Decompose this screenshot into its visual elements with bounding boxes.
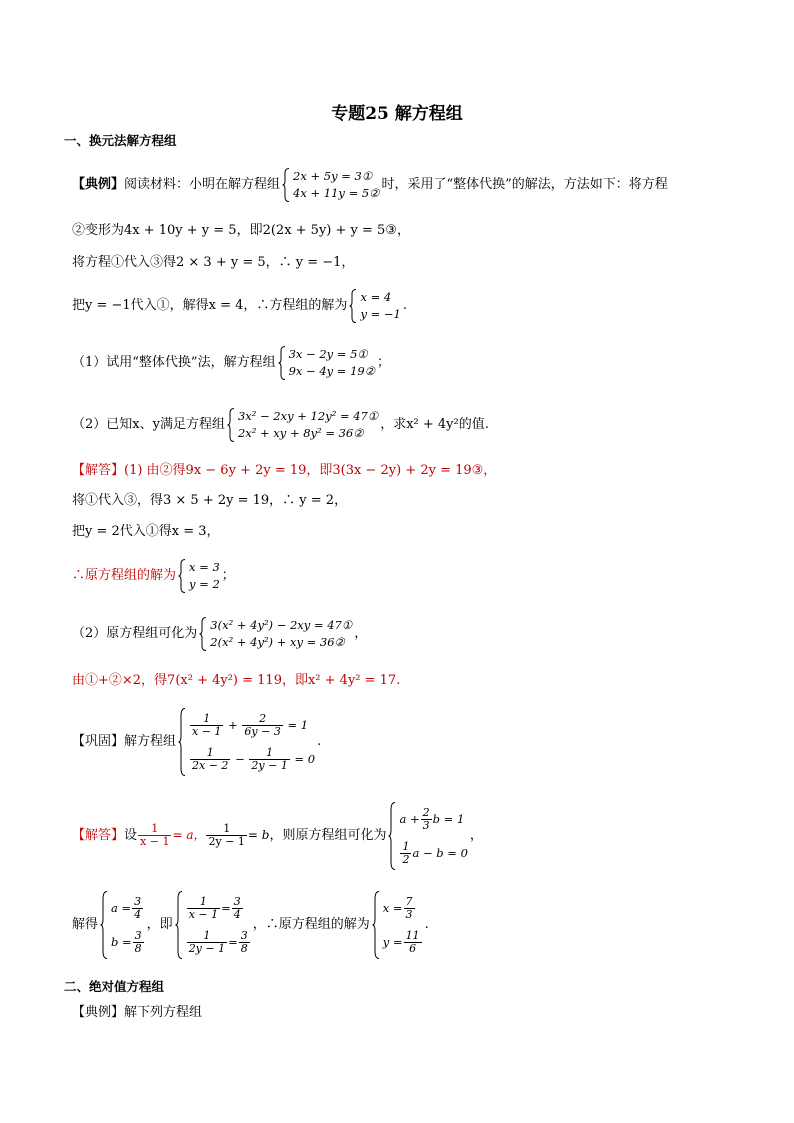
left-brace-icon xyxy=(100,891,108,959)
text-span: y = xyxy=(382,934,403,949)
fraction-numerator: 1 xyxy=(206,823,246,836)
answer1-line1: 【解答】(1) 由②得9x − 6y + 2y = 19，即3(3x − 2y) + 2y = 19③， xyxy=(72,463,497,478)
fraction xyxy=(242,713,282,738)
fraction-denominator: x − 1 xyxy=(192,725,222,738)
fraction-denominator: 2 xyxy=(402,853,410,866)
answer1-line2: 将①代入③，得3 × 5 + 2y = 19，∴ y = 2， xyxy=(72,493,348,508)
equation-row: x = 4 xyxy=(360,289,392,304)
left-brace-icon xyxy=(282,168,290,202)
answer1-line5 xyxy=(72,614,367,654)
fraction-numerator: 1 xyxy=(187,896,220,909)
answer2-line2 xyxy=(72,888,429,962)
text-span: 设 xyxy=(124,828,138,843)
equation-row xyxy=(381,891,423,925)
fraction xyxy=(187,896,220,921)
question-2 xyxy=(72,405,489,445)
substitution xyxy=(137,822,206,848)
text-span: ； xyxy=(377,355,391,370)
fraction xyxy=(249,747,289,772)
fraction-numerator: 1 xyxy=(402,840,410,853)
example1-line2: ②变形为4x + 10y + y = 5，即2(2x + 5y) + y = 5③， xyxy=(72,223,410,238)
fraction-numerator: 1 xyxy=(190,713,223,726)
solution-system xyxy=(100,891,145,959)
equation-row: 3x − 2y = 5① xyxy=(288,346,368,361)
fraction-numerator: 1 xyxy=(190,747,230,760)
text-span: ∴原方程组的解为 xyxy=(72,568,177,583)
fraction-numerator: 3 xyxy=(134,895,142,908)
text-span: （2）已知x、y满足方程组 xyxy=(72,417,225,432)
equation-system xyxy=(278,346,375,380)
example1-line1 xyxy=(72,165,668,205)
equation-row xyxy=(187,742,315,776)
answer1-line6: 由①+②×2，得7(x² + 4y²) = 119，即x² + 4y² = 17. xyxy=(72,673,401,688)
fraction-denominator: 2y − 1 xyxy=(208,835,245,848)
equation-row xyxy=(184,891,251,925)
fraction-denominator: 8 xyxy=(240,942,248,955)
text-span: ，∴原方程组的解为 xyxy=(252,917,370,932)
fraction xyxy=(187,930,227,955)
equation-system xyxy=(175,891,251,959)
consolidate-line xyxy=(72,705,321,779)
fraction xyxy=(132,896,143,921)
example1-line4 xyxy=(72,286,407,326)
fraction-denominator: 6 xyxy=(409,942,417,955)
text-span: ，即 xyxy=(146,917,173,932)
fraction xyxy=(421,807,432,832)
example-intro: 阅读材料：小明在解方程组 xyxy=(124,177,281,192)
text-span: ， xyxy=(354,626,368,641)
answer1-line3: 把y = 2代入①得x = 3， xyxy=(72,524,220,539)
fraction-numerator: 3 xyxy=(240,929,248,942)
text-span: = a， xyxy=(172,828,206,842)
equation-row xyxy=(187,708,315,742)
text-span: . xyxy=(402,298,407,313)
example2-line: 【典例】解下列方程组 xyxy=(72,1005,203,1020)
equation-row: 3x² − 2xy + 12y² = 47① xyxy=(237,408,379,423)
left-brace-icon xyxy=(199,617,207,651)
answer-tag: 【解答】 xyxy=(72,828,125,843)
text-span: ； xyxy=(221,568,235,583)
fraction-numerator: 2 xyxy=(242,713,282,726)
fraction xyxy=(404,896,415,921)
fraction xyxy=(190,747,230,772)
equation-system xyxy=(227,408,378,442)
text-span: b = 1 xyxy=(432,811,465,826)
equation-row xyxy=(109,925,145,959)
fraction-numerator: 1 xyxy=(249,747,289,760)
equation-row: 2x + 5y = 3① xyxy=(293,168,373,183)
fraction-denominator: 3 xyxy=(405,908,413,921)
fraction-numerator: 1 xyxy=(187,930,227,943)
equation-row xyxy=(397,802,467,836)
solution-system xyxy=(349,289,400,323)
rhs: = 1 xyxy=(287,717,309,732)
fraction-denominator: 2x − 2 xyxy=(192,759,229,772)
text-span: 把y = −1代入①，解得x = 4，∴方程组的解为 xyxy=(72,298,348,313)
text-span: ，则原方程组可化为 xyxy=(269,828,387,843)
section-heading-1: 一、换元法解方程组 xyxy=(64,133,177,148)
answer2-line1 xyxy=(72,798,483,873)
equation-row xyxy=(109,891,145,925)
equation-row: 2(x² + 4y²) + xy = 36② xyxy=(210,634,345,649)
fraction-denominator: x − 1 xyxy=(188,908,219,921)
text-span: . xyxy=(424,917,429,932)
text-span: x = xyxy=(382,900,403,915)
left-brace-icon xyxy=(388,802,396,870)
fraction xyxy=(400,841,411,866)
text-span: （2）原方程组可化为 xyxy=(72,626,198,641)
left-brace-icon xyxy=(175,891,183,959)
fraction-numerator: 3 xyxy=(233,895,241,908)
fraction-numerator: 2 xyxy=(422,806,430,819)
text-span: ，求x² + 4y²的值. xyxy=(380,417,489,432)
fraction-denominator: x − 1 xyxy=(140,835,170,848)
example1-line3: 将方程①代入③得2 × 3 + y = 5，∴ y = −1， xyxy=(72,255,355,270)
fraction-denominator: 8 xyxy=(134,942,142,955)
final-solution-system xyxy=(372,891,423,959)
text-span: = xyxy=(221,900,231,915)
fraction-numerator: 11 xyxy=(405,929,420,942)
fraction xyxy=(206,823,246,848)
equation-row xyxy=(381,925,423,959)
fraction xyxy=(190,713,223,738)
equation-row: y = −1 xyxy=(360,306,401,321)
left-brace-icon xyxy=(178,708,186,776)
fraction-numerator: 7 xyxy=(405,895,413,908)
page-title: 专题25 解方程组 xyxy=(331,104,463,124)
text-span: （1）试用“整体代换”法，解方程组 xyxy=(72,355,276,370)
equation-row: 3(x² + 4y²) − 2xy = 47① xyxy=(210,617,353,632)
fraction-numerator: 3 xyxy=(134,929,142,942)
text-span: 解得 xyxy=(72,917,99,932)
answer1-line4 xyxy=(72,556,235,596)
equation-row xyxy=(184,925,251,959)
left-brace-icon xyxy=(278,346,286,380)
fraction xyxy=(133,930,144,955)
operator: + xyxy=(228,717,238,732)
text-span: a = xyxy=(111,900,132,915)
example-after: 时，采用了“整体代换”的解法，方法如下：将方程 xyxy=(381,177,668,192)
solution-system xyxy=(178,559,220,593)
equation-system xyxy=(388,802,467,870)
left-brace-icon xyxy=(349,289,357,323)
equation-row: 4x + 11y = 5② xyxy=(293,185,380,200)
fraction-denominator: 4 xyxy=(233,908,241,921)
fraction-equation-system xyxy=(178,708,315,776)
equation-system xyxy=(282,168,379,202)
equation-system xyxy=(199,617,352,651)
fraction-numerator: 1 xyxy=(138,823,171,836)
consolidate-tag: 【巩固】解方程组 xyxy=(72,734,177,749)
example-tag: 【典例】 xyxy=(72,177,125,192)
section-heading-2: 二、绝对值方程组 xyxy=(64,979,165,994)
equation-row: 2x² + xy + 8y² = 36② xyxy=(237,425,364,440)
fraction-denominator: 4 xyxy=(134,908,142,921)
fraction xyxy=(239,930,250,955)
fraction-denominator: 6y − 3 xyxy=(244,725,281,738)
fraction xyxy=(138,823,171,848)
operator: − xyxy=(235,751,245,766)
text-span: b = xyxy=(111,934,132,949)
equation-row xyxy=(397,836,467,870)
fraction-denominator: 2y − 1 xyxy=(188,942,226,955)
left-brace-icon xyxy=(372,891,380,959)
fraction-denominator: 3 xyxy=(422,819,430,832)
fraction xyxy=(404,930,422,955)
text-span: a − b = 0 xyxy=(412,845,468,860)
question-1 xyxy=(72,343,390,383)
fraction-denominator: 2y − 1 xyxy=(251,759,288,772)
text-span: = xyxy=(228,934,238,949)
text-span: a + xyxy=(399,811,420,826)
rhs: = 0 xyxy=(294,751,316,766)
equation-row: y = 2 xyxy=(189,576,220,591)
left-brace-icon xyxy=(178,559,186,593)
text-span: . xyxy=(317,734,322,749)
equation-row: 9x − 4y = 19② xyxy=(288,363,376,378)
fraction xyxy=(232,896,243,921)
left-brace-icon xyxy=(227,408,235,442)
text-span: = b xyxy=(247,828,270,842)
equation-row: x = 3 xyxy=(189,559,220,574)
text-span: ， xyxy=(469,828,483,843)
